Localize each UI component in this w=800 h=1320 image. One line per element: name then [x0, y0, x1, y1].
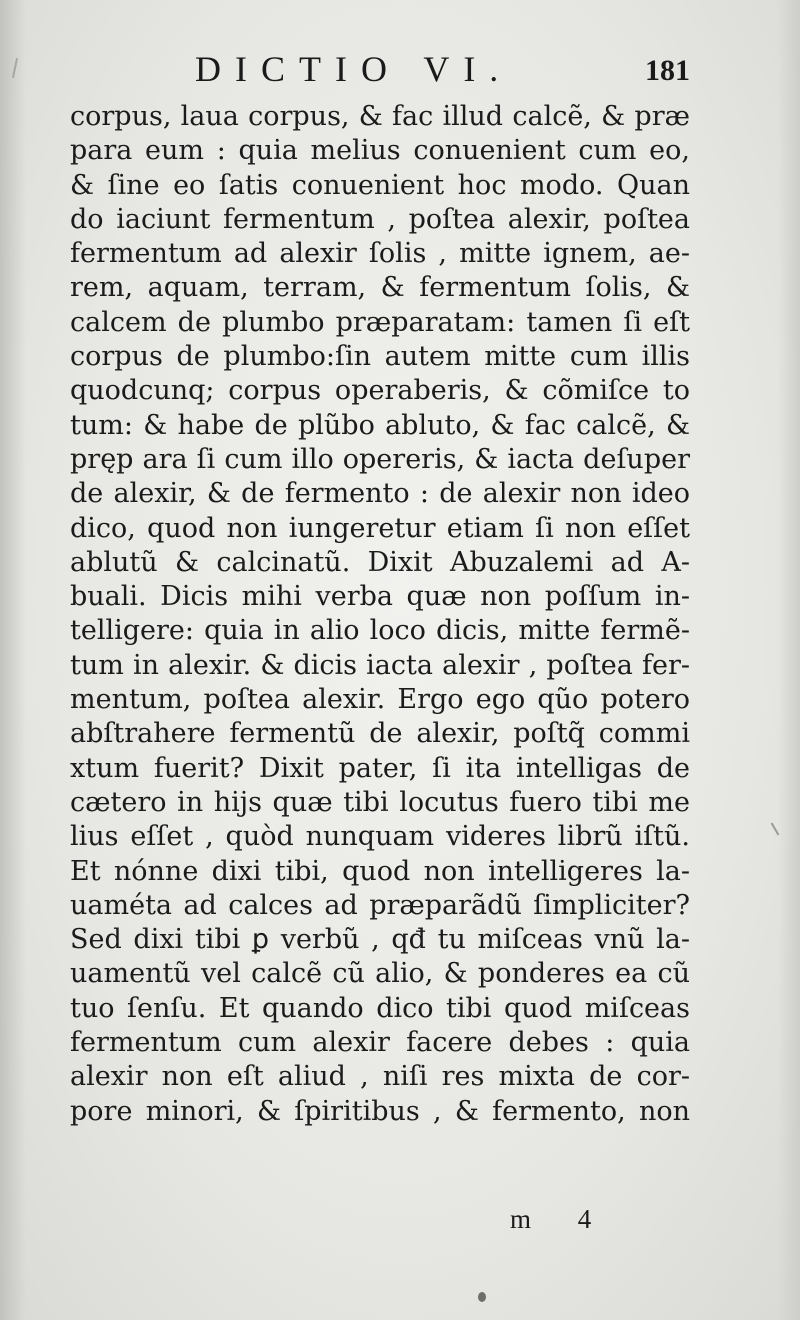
text-line: uaméta ad calces ad præparãdũ ſimpliciter? — [70, 889, 690, 921]
text-line: abſtrahere fermentũ de alexir, poſtq̃ commi — [70, 718, 690, 750]
page-number: 181 — [645, 54, 690, 87]
text-line: pręp ara ſi cum illo opereris, & iacta deſuper — [70, 443, 690, 475]
text-line: fermentum ad alexir ſolis , mitte ignem, ae- — [70, 238, 690, 270]
page-shadow-right — [778, 0, 800, 1320]
text-line: pore minori, & ſpiritibus , & fermento, non — [70, 1095, 690, 1127]
text-line: uamentũ vel calcẽ cũ alio, & ponderes ea cũ — [70, 958, 690, 990]
text-line: corpus, laua corpus, & fac illud calcẽ, & præ — [70, 101, 690, 132]
page-header — [70, 40, 690, 100]
text-line: xtum fuerit? Dixit pater, ſi ita intelligas de — [70, 752, 690, 784]
text-line: tum: & habe de plũbo abluto, & fac calcẽ, & — [70, 409, 690, 441]
page-shadow-left — [0, 0, 26, 1320]
page-footer — [70, 1198, 690, 1248]
text-line: ablutũ & calcinatũ. Dixit Abuzalemi ad A- — [70, 546, 690, 578]
body-text — [70, 100, 690, 1129]
text-line: quodcunq; corpus operaberis, & cõmiſce to — [70, 375, 690, 407]
text-line: de alexir, & de fermento : de alexir non ideo — [70, 478, 690, 510]
text-line: corpus de plumbo:ſin autem mitte cum illis — [70, 341, 690, 373]
text-line: do iaciunt fermentum , poſtea alexir, poſtea — [70, 203, 690, 235]
text-line: telligere: quia in alio loco dicis, mitte fermẽ- — [70, 615, 690, 647]
text-line: & ſine eo ſatis conuenient hoc modo. Quan — [70, 169, 690, 201]
text-line: dico, quod non iungeretur etiam ſi non eſſet — [70, 512, 690, 544]
text-line: mentum, poſtea alexir. Ergo ego qũo potero — [70, 684, 690, 716]
text-line: alexir non eſt aliud , niſi res mixta de cor- — [70, 1061, 690, 1093]
text-line: cætero in hijs quæ tibi locutus fuero tibi me — [70, 786, 690, 818]
signature-mark: m 4 — [510, 1204, 612, 1234]
text-line: para eum : quia melius conuenient cum eo, — [70, 135, 690, 167]
ink-speck — [478, 1292, 486, 1302]
text-line: calcem de plumbo præparatam: tamen ſi eſt — [70, 306, 690, 338]
text-line: tuo ſenſu. Et quando dico tibi quod miſceas — [70, 992, 690, 1024]
text-line: Sed dixi tibi ꝑ verbũ , qđ tu miſceas vnũ la- — [70, 924, 690, 956]
text-line: fermentum cum alexir facere debes : quia — [70, 1027, 690, 1059]
text-line: tum in alexir. & dicis iacta alexir , poſtea fer- — [70, 649, 690, 681]
text-line: lius eſſet , quòd nunquam videres librũ iſtũ. — [70, 821, 690, 853]
text-line: buali. Dicis mihi verba quæ non poſſum in- — [70, 581, 690, 613]
text-line: Et nónne dixi tibi, quod non intelligeres la- — [70, 855, 690, 887]
running-head: DICTIO VI. — [195, 49, 513, 89]
text-line: rem, aquam, terram, & fermentum ſolis, & — [70, 272, 690, 304]
